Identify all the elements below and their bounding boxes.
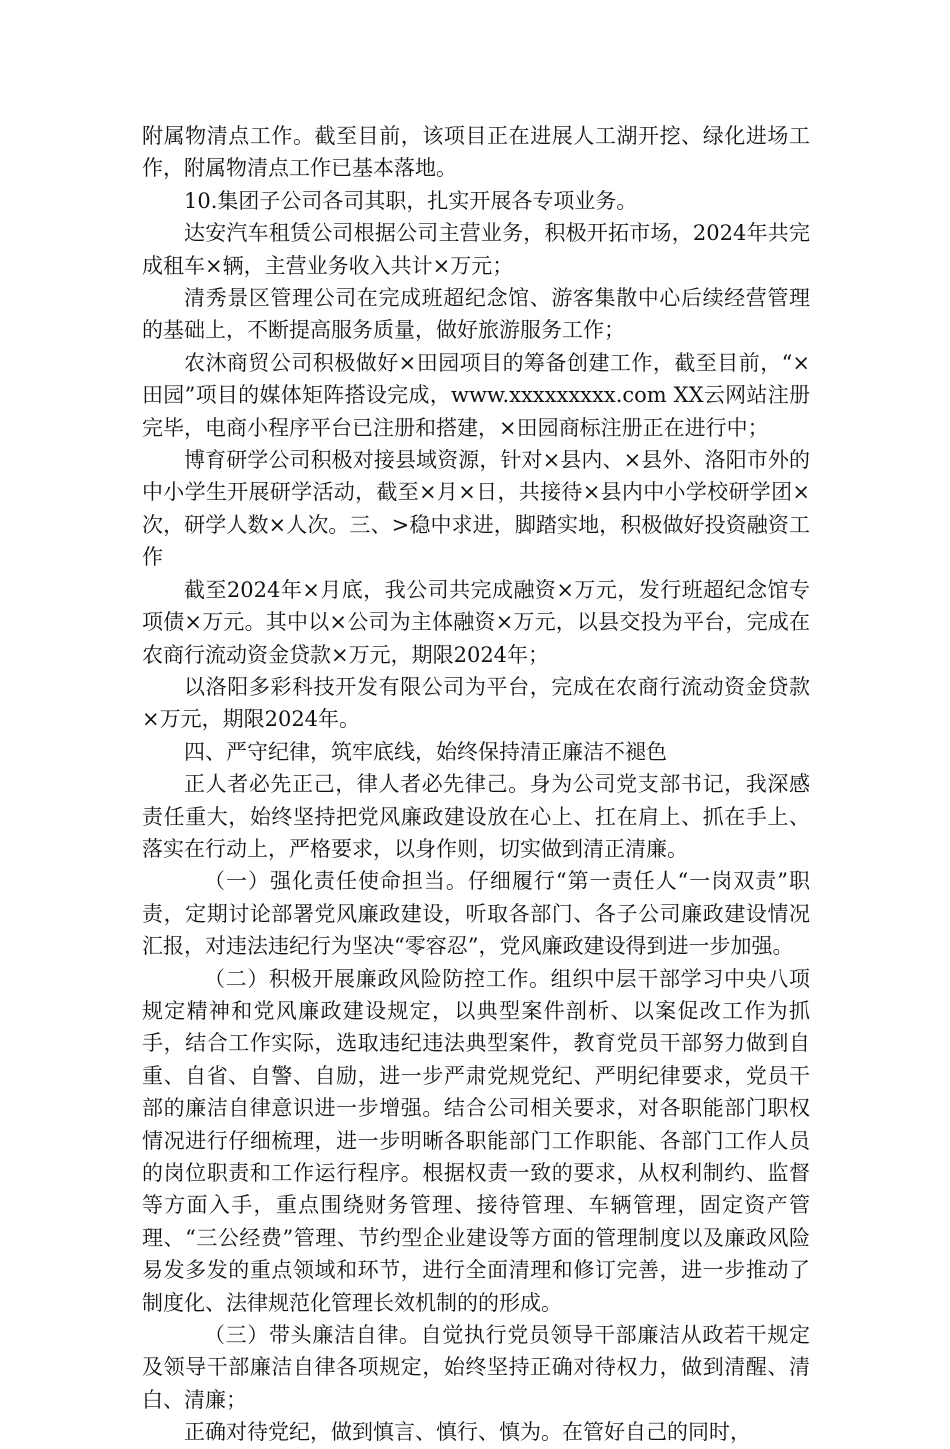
paragraph: 正人者必先正己，律人者必先律己。身为公司党支部书记，我深感责任重大，始终坚持把党风廉政建设放在心上、扛在肩上、抓在手上、落实在行动上，严格要求，以身作则，切实做到清正清廉。 bbox=[142, 772, 810, 861]
section-heading: 四、严守纪律，筑牢底线，始终保持清正廉洁不褪色 bbox=[184, 739, 667, 764]
document-body bbox=[142, 120, 810, 1449]
paragraph: 10.集团子公司各司其职，扎实开展各专项业务。 bbox=[184, 188, 638, 213]
paragraph: （三）带头廉洁自律。自觉执行党员领导干部廉洁从政若干规定及领导干部廉洁自律各项规定，始终坚持正确对待权力，做到清醒、清白、清廉； bbox=[142, 1323, 810, 1412]
paragraph: 达安汽车租赁公司根据公司主营业务，积极开拓市场，2024年共完成租车×辆，主营业务收入共计×万元； bbox=[142, 221, 810, 278]
paragraph: 清秀景区管理公司在完成班超纪念馆、游客集散中心后续经营管理的基础上，不断提高服务质量，做好旅游服务工作； bbox=[142, 286, 810, 343]
paragraph: 正确对待党纪，做到慎言、慎行、慎为。在管好自己的同时， bbox=[184, 1420, 751, 1445]
paragraph: （一）强化责任使命担当。仔细履行“第一责任人“一岗双责”职责，定期讨论部署党风廉政建设，听取各部门、各子公司廉政建设情况汇报，对违法违纪行为坚决“零容忍”，党风廉政建设得到进一步加强。 bbox=[142, 869, 810, 959]
paragraph: 截至2024年×月底，我公司共完成融资×万元，发行班超纪念馆专项债×万元。其中以×公司为主体融资×万元，以县交投为平台，完成在农商行流动资金贷款×万元，期限2024年； bbox=[142, 577, 810, 667]
paragraph: 以洛阳多彩科技开发有限公司为平台，完成在农商行流动资金贷款×万元，期限2024年。 bbox=[142, 674, 810, 732]
paragraph: 农沐商贸公司积极做好×田园项目的筹备创建工作，截至目前，“×田园”项目的媒体矩阵搭设完成，www.xxxxxxxxx.com XX云网站注册完毕，电商小程序平台已注册和搭建，×田园商标注册正在进行中； bbox=[142, 350, 810, 440]
paragraph: 博育研学公司积极对接县域资源，针对×县内、×县外、洛阳市外的中小学生开展研学活动，截至×月×日，共接待×县内中小学校研学团×次，研学人数×人次。三、>稳中求进，脚踏实地，积极做好投资融资工作 bbox=[142, 448, 810, 570]
paragraph: （二）积极开展廉政风险防控工作。组织中层干部学习中央八项规定精神和党风廉政建设规定，以典型案件剖析、以案促改工作为抓手，结合工作实际，选取违纪违法典型案件，教育党员干部努力做到自重、自省、自警、自励，进一步严肃党规党纪、严明纪律要求，党员干部的廉洁自律意识进一步增强。结合公司相关要求，对各职能部门职权情况进行仔细梳理，进一步明晰各职能部门工作职能、各部门工作人员的岗位职责和工作运行程序。根据权责一致的要求，从权利制约、监督等方面入手，重点围绕财务管理、接待管理、车辆管理，固定资产管理、“三公经费”管理、节约型企业建设等方面的管理制度以及廉政风险易发多发的重点领域和环节，进行全面清理和修订完善，进一步推动了制度化、法律规范化管理长效机制的的形成。 bbox=[142, 966, 810, 1315]
paragraph: 附属物清点工作。截至目前，该项目正在进展人工湖开挖、绿化进场工作，附属物清点工作已基本落地。 bbox=[142, 124, 810, 181]
